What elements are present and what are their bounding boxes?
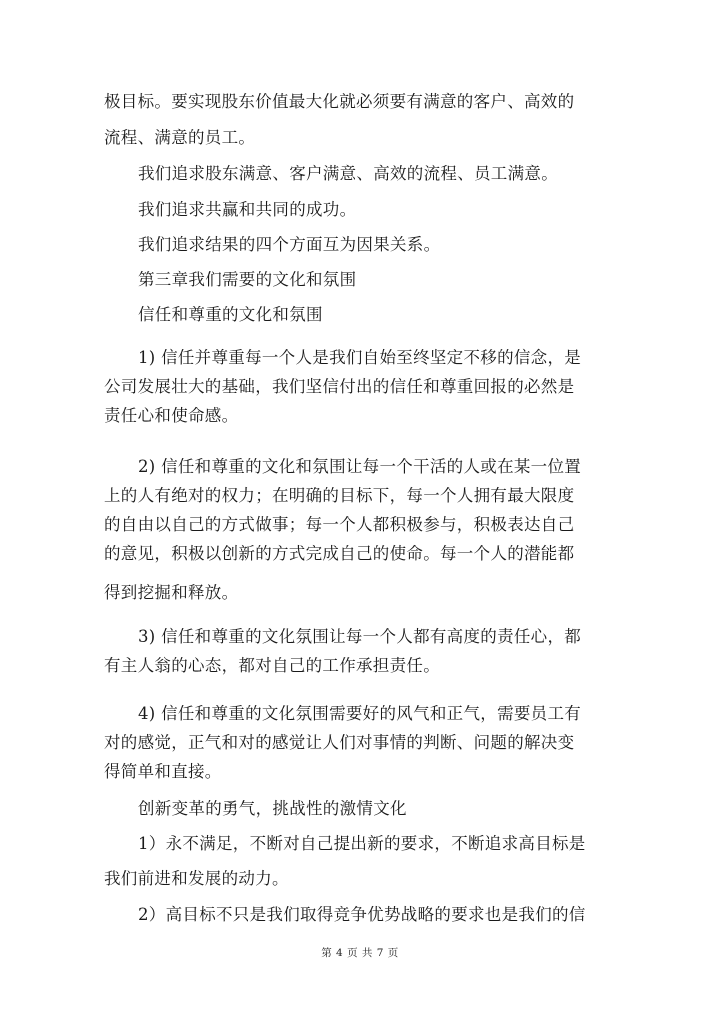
text-line: 对的感觉，正气和对的感觉让人们对事情的判断、问题的解决变 xyxy=(104,733,575,752)
text-line: 1) 信任并尊重每一个人是我们自始至终坚定不移的信念，是 xyxy=(138,348,582,367)
subsection-heading: 信任和尊重的文化和氛围 xyxy=(138,305,323,324)
text-line: 有主人翁的心态，都对自己的工作承担责任。 xyxy=(104,656,440,675)
page-footer: 第 4 页 共 7 页 xyxy=(321,947,399,959)
text-line: 得简单和直接。 xyxy=(104,762,222,781)
text-line: 责任心和使命感。 xyxy=(104,406,239,425)
text-line: 2）高目标不只是我们取得竞争优势战略的要求也是我们的信 xyxy=(138,905,586,924)
text-line: 得到挖掘和释放。 xyxy=(104,583,239,602)
text-line: 我们追求股东满意、客户满意、高效的流程、员工满意。 xyxy=(138,164,558,183)
text-line: 我们前进和发展的动力。 xyxy=(104,869,289,888)
text-line: 我们追求结果的四个方面互为因果关系。 xyxy=(138,235,441,254)
text-line: 4) 信任和尊重的文化氛围需要好的风气和正气，需要员工有 xyxy=(138,704,582,723)
section-heading: 第三章我们需要的文化和氛围 xyxy=(138,270,357,289)
text-line: 的意见，积极以创新的方式完成自己的使命。每一个人的潜能都 xyxy=(104,544,575,563)
text-line: 流程、满意的员工。 xyxy=(104,128,256,147)
text-line: 上的人有绝对的权力；在明确的目标下，每一个人拥有最大限度 xyxy=(104,486,575,505)
text-line: 3) 信任和尊重的文化氛围让每一个人都有高度的责任心，都 xyxy=(138,627,582,646)
text-line: 1）永不满足，不断对自己提出新的要求，不断追求高目标是 xyxy=(138,834,586,853)
text-line: 2) 信任和尊重的文化和氛围让每一个干活的人或在某一位置 xyxy=(138,457,582,476)
subsection-heading: 创新变革的勇气，挑战性的激情文化 xyxy=(138,799,407,818)
text-line: 极目标。要实现股东价值最大化就必须要有满意的客户、高效的 xyxy=(104,92,575,111)
text-line: 的自由以自己的方式做事；每一个人都积极参与，积极表达自己 xyxy=(104,515,575,534)
text-line: 公司发展壮大的基础，我们坚信付出的信任和尊重回报的必然是 xyxy=(104,377,575,396)
text-line: 我们追求共赢和共同的成功。 xyxy=(138,200,357,219)
